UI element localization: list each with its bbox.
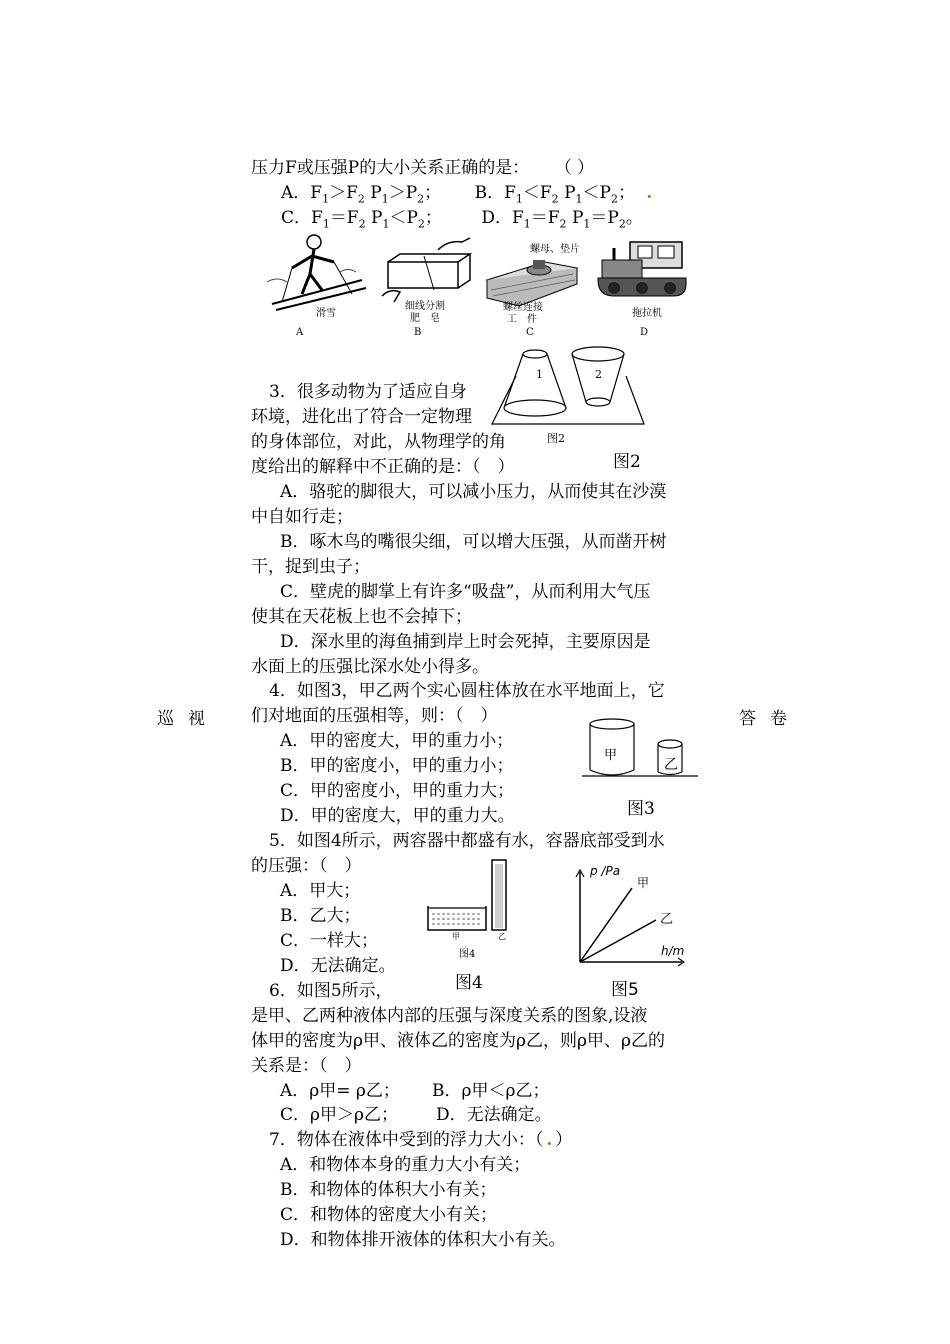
q3-option-c-cont: 使其在天花板上也不会掉下； (251, 607, 472, 627)
figure4-jia-label: 甲 (452, 932, 460, 941)
q3-option-c: C．壁虎的脚掌上有许多“吸盘”，从而利用大气压 (280, 582, 651, 602)
figure5-line-yi (580, 920, 656, 962)
figure2-inner-caption: 图2 (547, 432, 565, 445)
figure5-line-jia (580, 888, 632, 962)
q3-line1: 3．很多动物为了适应自身 (269, 382, 467, 402)
q7-line1: 7．物体在液体中受到的浮力大小：（ . ） (269, 1130, 573, 1150)
q4-option-b: B．甲的密度小，甲的重力小； (280, 756, 514, 776)
q2-option-d: D．$F_1=F_2$ $P_1=P_2$。 (481, 208, 643, 231)
q3-line3: 的身体部位，对此，从物理学的角 (251, 432, 506, 452)
figure1-letter-d: D (640, 327, 649, 338)
q7-option-b: B．和物体的体积大小有关； (280, 1180, 497, 1200)
q5-line1: 5．如图4所示，两容器中都盛有水，容器底部受到水 (269, 831, 665, 851)
figure5-jia-label: 甲 (637, 876, 650, 890)
figure2-cone2-label: 2 (595, 368, 602, 381)
q4-option-c: C．甲的密度小，甲的重力大； (280, 781, 515, 801)
side-label-left: 巡视 (157, 709, 219, 729)
q2-option-b: B．$F_1<F_2$ $P_1<P_2$； (474, 183, 635, 206)
figure3-jia-label: 甲 (604, 748, 618, 763)
figure1-letter-c: C (526, 327, 534, 338)
q6-option-d: D．无法确定。 (436, 1105, 552, 1125)
q6-option-c: C．ρ甲＞ρ乙； (280, 1105, 398, 1125)
q7-option-a: A．和物体本身的重力大小有关； (280, 1155, 531, 1175)
q2-option-c: C．$F_1=F_2$ $P_1<P_2$； (281, 208, 442, 231)
figure2-label: 图2 (613, 452, 641, 472)
figure1-caption-b2: 肥 皂 (410, 313, 440, 324)
figure1-tractor-image (594, 238, 690, 300)
figure4-inner-caption: 图4 (459, 949, 476, 960)
q3-option-a-cont: 中自如行走； (251, 507, 353, 527)
figure3-label: 图3 (627, 799, 655, 819)
q7-option-d: D．和物体排开液体的体积大小有关。 (280, 1230, 566, 1250)
figure1-caption-c0: 螺母、垫片 (530, 244, 580, 255)
q5-option-c: C．一样大； (280, 931, 379, 951)
q5-option-a: A．甲大； (280, 881, 361, 901)
q6-line2: 是甲、乙两种液体内部的压强与深度关系的图象,设液 (251, 1006, 648, 1026)
figure2-cone1-label: 1 (536, 368, 543, 381)
q3-option-a: A．骆驼的脚很大，可以减小压力，从而使其在沙漠 (280, 482, 667, 502)
q4-line2: 们对地面的压强相等，则：（ ） (251, 706, 498, 726)
figure2-cones-diagram (490, 340, 650, 430)
q3-line4: 度给出的解释中不正确的是：（ ） (251, 457, 515, 477)
figure4-label: 图4 (455, 973, 483, 993)
figure5-x-axis-label: h/m (661, 944, 685, 958)
figure5-label: 图5 (611, 980, 639, 1000)
figure1-letter-b: B (414, 327, 422, 338)
q5-option-d: D．无法确定。 (280, 956, 396, 976)
q7-option-c: C．和物体的密度大小有关； (280, 1205, 498, 1225)
figure1-skiing-image (262, 232, 372, 312)
q2-option-a: A．$F_1>F_2$ $P_1>P_2$； (281, 183, 442, 206)
q4-option-a: A．甲的密度大，甲的重力小； (280, 731, 514, 751)
figure1-caption-d: 拖拉机 (632, 308, 662, 319)
q6-line1: 6．如图5所示， (269, 981, 393, 1001)
figure3-yi-label: 乙 (664, 757, 678, 773)
q4-option-d: D．甲的密度大，甲的重力大。 (280, 806, 515, 826)
q3-line2: 环境，进化出了符合一定物理 (251, 407, 472, 427)
figure1-caption-c1: 螺丝连接 (503, 302, 543, 313)
q6-option-a: A．ρ甲= ρ乙； (280, 1081, 400, 1101)
q5-option-b: B．乙大； (280, 906, 361, 926)
figure4-containers-diagram (426, 858, 518, 940)
q3-option-b-cont: 干，捉到虫子； (251, 557, 370, 577)
q6-line4: 关系是：（ ） (251, 1056, 362, 1076)
q2-stem: 压力F或压强P的大小关系正确的是： （ ） (251, 158, 595, 178)
figure1-caption-c2: 工 件 (507, 314, 537, 325)
figure5-y-axis-label: p /Pa (590, 864, 621, 878)
q6-line3: 体甲的密度为ρ甲、液体乙的密度为ρ乙，则ρ甲、ρ乙的 (251, 1031, 665, 1051)
figure3-cylinders-diagram (582, 714, 700, 784)
q4-line1: 4．如图3，甲乙两个实心圆柱体放在水平地面上，它 (269, 681, 665, 701)
q5-line2: 的压强：（ ） (251, 856, 362, 876)
q3-option-d: D．深水里的海鱼捕到岸上时会死掉，主要原因是 (280, 632, 651, 652)
q3-option-b: B．啄木鸟的嘴很尖细，可以增大压强，从而凿开树 (280, 532, 667, 552)
figure1-caption-b1: 细线分割 (405, 301, 445, 312)
q6-option-b: B．ρ甲＜ρ乙； (432, 1081, 550, 1101)
figure1-soap-image (378, 236, 478, 306)
stray-dot: . (646, 183, 653, 203)
figure1-caption-a: 滑雪 (316, 308, 336, 319)
figure1-letter-a: A (296, 327, 304, 338)
figure4-yi-label: 乙 (498, 932, 506, 941)
q3-option-d-cont: 水面上的压强比深水处小得多。 (251, 657, 489, 677)
figure5-yi-label: 乙 (660, 912, 674, 927)
side-label-right: 答卷 (739, 709, 801, 729)
